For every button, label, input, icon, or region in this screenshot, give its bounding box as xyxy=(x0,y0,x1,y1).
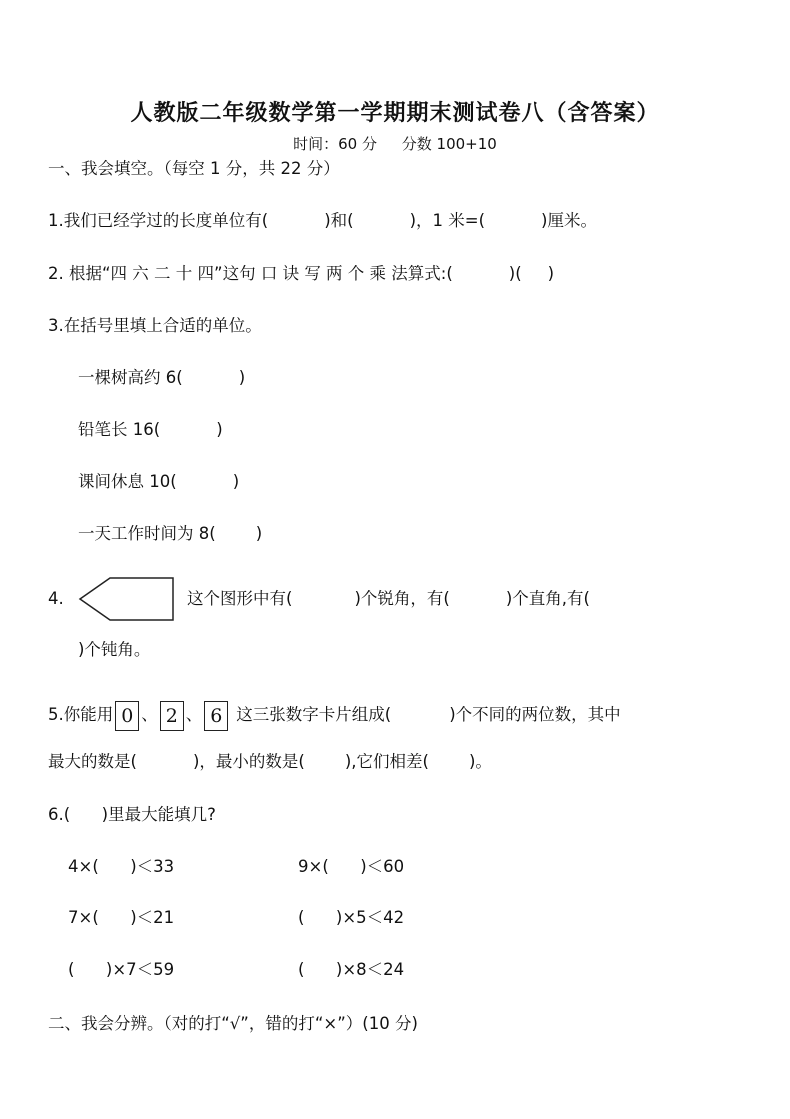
q5-text-e: )，最小的数是( xyxy=(192,752,305,771)
question-4-cont: )个钝角。 xyxy=(78,640,151,659)
q5-text-a: 5.你能用 xyxy=(48,705,114,724)
q3-item xyxy=(78,522,262,546)
q5-text-c: )个不同的两位数，其中 xyxy=(449,705,621,724)
q6-item: 7×( )＜21 xyxy=(68,908,175,927)
q6-item: ( )×7＜59 xyxy=(68,960,175,979)
q3-item-text: 课间休息 10( xyxy=(78,472,177,491)
question-1 xyxy=(48,209,597,233)
q3-item xyxy=(78,366,245,390)
q6-item: ( )×8＜24 xyxy=(298,960,405,979)
pentagon-figure-icon xyxy=(78,576,176,622)
q3-item-text: 一天工作时间为 8( xyxy=(78,524,216,543)
question-5-cont xyxy=(48,750,492,774)
question-4 xyxy=(187,587,590,611)
q5-text-d: 最大的数是( xyxy=(48,752,137,771)
q3-item-close: ) xyxy=(238,368,246,387)
q4-text-b: )个锐角，有( xyxy=(354,589,450,608)
q1-text-d: )厘米。 xyxy=(541,211,597,230)
exam-score: 分数 100+10 xyxy=(401,135,497,153)
q5-text-f: ),它们相差( xyxy=(344,752,429,771)
q1-text-a: 1.我们已经学过的长度单位有( xyxy=(48,211,269,230)
q3-item xyxy=(78,418,223,442)
number-card: 0 xyxy=(115,701,139,731)
q5-sep: 、 xyxy=(185,705,203,724)
section-1-heading: 一、我会填空。（每空 1 分，共 22 分） xyxy=(48,159,340,178)
q6-item: ( )×5＜42 xyxy=(298,908,405,927)
exam-info xyxy=(0,133,790,154)
q5-sep: 、 xyxy=(141,705,158,724)
q3-item-close: ) xyxy=(216,420,223,439)
q3-item-text: 一棵树高约 6( xyxy=(78,368,183,387)
q6-item: 4×( )＜33 xyxy=(68,857,175,876)
q1-text-c: )，1 米=( xyxy=(409,211,486,230)
q4-text-a: 这个图形中有( xyxy=(187,589,293,608)
q5-text-g: )。 xyxy=(468,752,492,771)
exam-time: 时间：60 分 xyxy=(293,135,377,153)
q3-item-close: ) xyxy=(255,524,263,543)
question-2 xyxy=(48,262,554,286)
question-6-heading: 6.( )里最大能填几? xyxy=(48,805,216,824)
page-title: 人教版二年级数学第一学期期末测试卷八（含答案） xyxy=(130,100,660,126)
number-card: 6 xyxy=(204,701,228,731)
section-2-heading: 二、我会分辨。（对的打“√”，错的打“×”）(10 分) xyxy=(48,1014,418,1033)
q6-item: 9×( )＜60 xyxy=(298,857,405,876)
number-card: 2 xyxy=(160,701,184,731)
q2-text-a: 2. 根据“ xyxy=(48,264,111,283)
q3-item-text: 铅笔长 16( xyxy=(78,420,161,439)
q1-text-b: )和( xyxy=(324,211,354,230)
question-4-number: 4. xyxy=(48,589,64,608)
q2-text-e: ) xyxy=(547,264,555,283)
question-3-heading: 3.在括号里填上合适的单位。 xyxy=(48,316,262,335)
q2-rhyme: 四 六 二 十 四 xyxy=(110,264,215,283)
q5-text-b: 这三张数字卡片组成( xyxy=(236,705,392,724)
q3-item-close: ) xyxy=(232,472,240,491)
q2-text-d: )( xyxy=(508,264,522,283)
q4-text-c: )个直角,有( xyxy=(505,589,590,608)
question-5 xyxy=(48,698,621,732)
q3-item xyxy=(78,470,239,494)
q2-text-c: ”这句 口 诀 写 两 个 乘 法算式:( xyxy=(214,264,453,283)
